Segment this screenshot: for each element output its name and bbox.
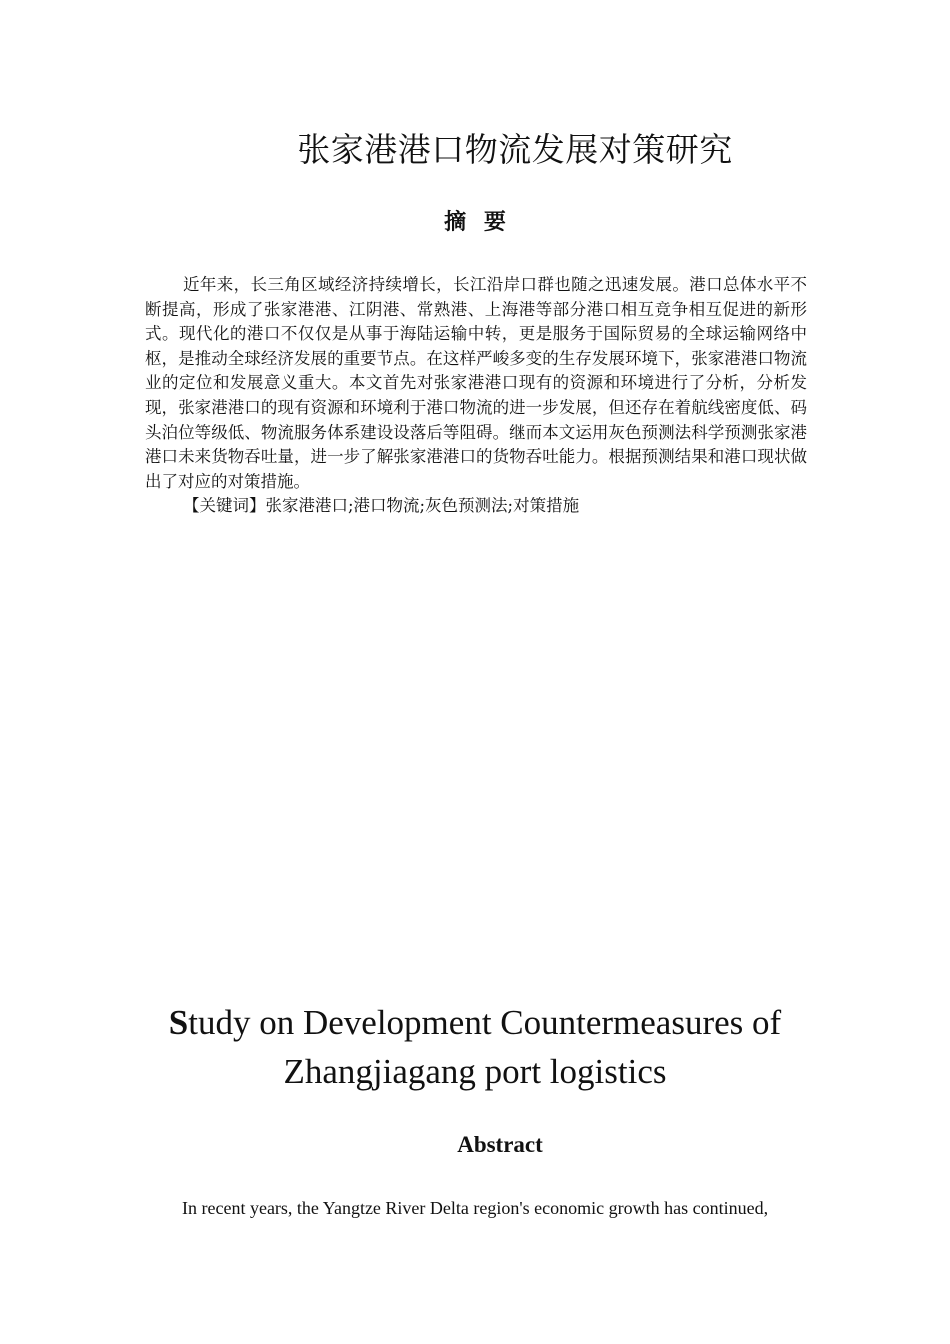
english-title: [145, 998, 805, 1096]
chinese-abstract-section: [145, 273, 807, 519]
chinese-keywords: 【关键词】张家港港口;港口物流;灰色预测法;对策措施: [182, 496, 580, 516]
english-title-line2: Zhangjiagang port logistics: [283, 1052, 667, 1091]
chinese-abstract-paragraph: 近年来，长三角区域经济持续增长，长江沿岸口群也随之迅速发展。港口总体水平不断提高，形成了张家港港、江阴港、常熟港、上海港等部分港口相互竞争相互促进的新形式。现代化的港口不仅仅是从事于海陆运输中转，更是服务于国际贸易的全球运输网络中枢，是推动全球经济发展的重要节点。在这样严峻多变的生存发展环境下，张家港港口物流业的定位和发展意义重大。本文首先对张家港港口现有的资源和环境进行了分析，分析发现，张家港港口的现有资源和环境利于港口物流的进一步发展，但还存在着航线密度低、码头泊位等级低、物流服务体系建设设落后等阻碍。继而本文运用灰色预测法科学预测张家港港口未来货物吞吐量，进一步了解张家港港口的货物吞吐能力。根据预测结果和港口现状做出了对应的对策措施。: [145, 275, 807, 491]
chinese-title: 张家港港口物流发展对策研究: [297, 130, 733, 169]
chinese-abstract-heading: 摘 要: [444, 210, 506, 235]
english-title-initial: S: [168, 1003, 189, 1042]
english-abstract-paragraph: In recent years, the Yangtze River Delta region's economic growth has continued,: [182, 1198, 769, 1218]
english-abstract-heading: Abstract: [457, 1132, 543, 1157]
english-title-line1-rest: tudy on Development Countermeasures of: [188, 1003, 782, 1042]
